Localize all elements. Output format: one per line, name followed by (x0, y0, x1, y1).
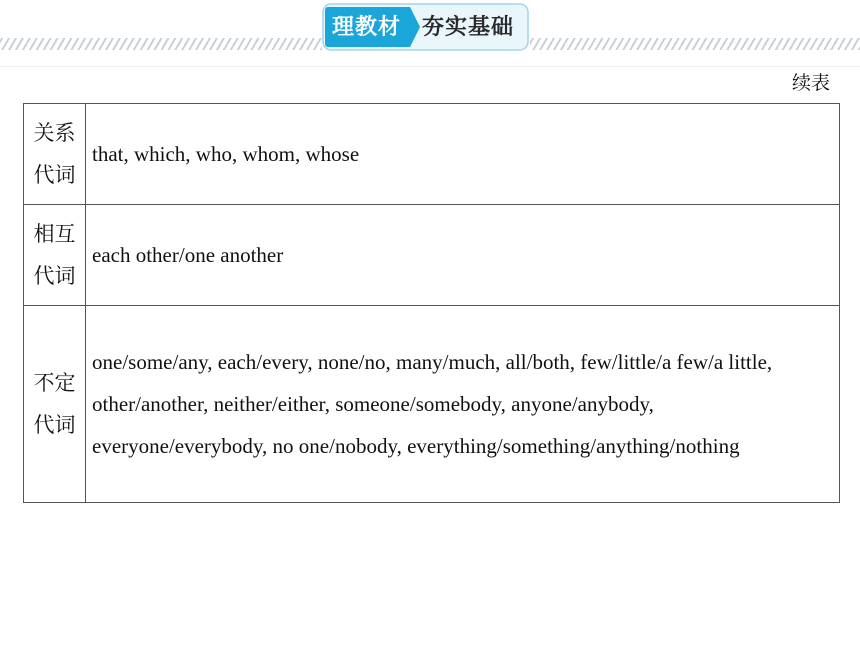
section-banner (322, 3, 529, 51)
hatch-stripe-left (0, 38, 322, 50)
category-line: 不定 (33, 371, 76, 395)
category-cell (24, 104, 86, 205)
category-line: 代词 (33, 264, 76, 288)
category-cell (24, 306, 86, 503)
banner-label-left: 理教材 (332, 15, 402, 40)
category-line: 代词 (33, 163, 76, 187)
table-row (24, 205, 840, 306)
banner-label-right: 夯实基础 (422, 15, 515, 40)
continued-label: 续表 (792, 72, 831, 94)
category-line: 代词 (33, 413, 76, 437)
table-row (24, 104, 840, 205)
pronoun-list-cell: each other/one another (86, 205, 840, 306)
pronoun-table (23, 103, 840, 503)
header-band (0, 0, 860, 67)
table-row (24, 306, 840, 503)
hatch-stripe-right (530, 38, 860, 50)
category-cell (24, 205, 86, 306)
pronoun-list-cell: that, which, who, whom, whose (86, 104, 840, 205)
pronoun-list-cell: one/some/any, each/every, none/no, many/much, all/both, few/little/a few/a little, other/another, neither/either, someone/somebody, anyone/anybody, everyone/everybody, no one/nobody, everything/something/anything/nothing (86, 306, 840, 503)
category-line: 相互 (33, 222, 76, 246)
category-line: 关系 (33, 121, 76, 145)
